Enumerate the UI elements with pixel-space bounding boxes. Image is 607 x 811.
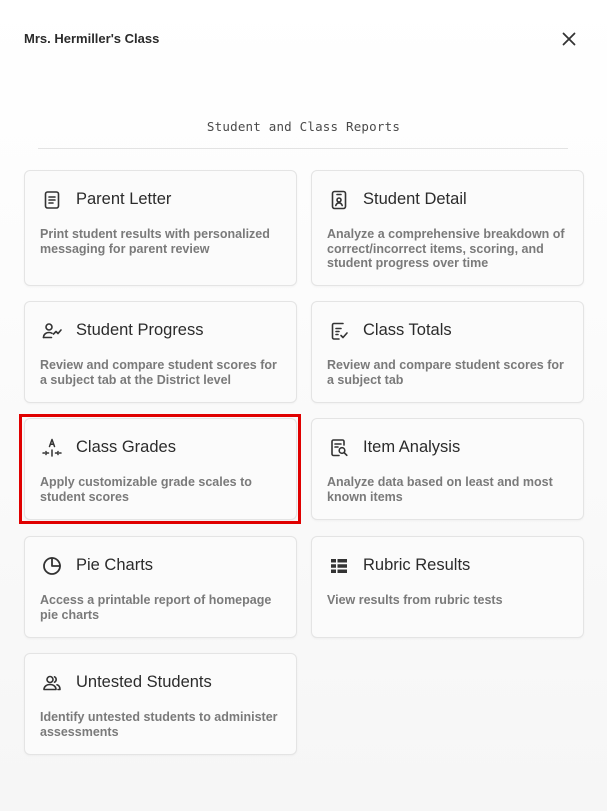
card-rubric-results[interactable] <box>311 536 584 638</box>
card-student-progress[interactable] <box>24 301 297 403</box>
card-class-grades[interactable] <box>24 418 297 520</box>
card-parent-letter[interactable] <box>24 170 297 286</box>
checklist-icon <box>328 320 350 342</box>
user-trend-icon <box>41 320 63 342</box>
pie-chart-icon <box>41 555 63 577</box>
id-badge-icon <box>328 189 350 211</box>
card-student-detail[interactable] <box>311 170 584 286</box>
grid-list-icon <box>328 555 350 577</box>
card-description: View results from rubric tests <box>327 593 503 607</box>
card-title: Rubric Results <box>363 556 471 574</box>
document-icon <box>41 189 63 211</box>
close-icon <box>562 32 576 46</box>
card-description: Analyze data based on least and most known items <box>327 475 553 504</box>
card-title: Pie Charts <box>76 556 154 574</box>
card-title: Student Progress <box>76 321 204 339</box>
close-button[interactable] <box>558 28 580 50</box>
card-description: Identify untested students to administer assessments <box>40 710 278 739</box>
divider <box>38 148 568 149</box>
dialog-title: Mrs. Hermiller's Class <box>24 31 160 46</box>
card-title: Class Grades <box>76 438 176 456</box>
card-description: Review and compare student scores for a subject tab at the District level <box>40 358 277 387</box>
users-icon <box>41 672 63 694</box>
card-title: Student Detail <box>363 190 467 208</box>
search-document-icon <box>328 437 350 459</box>
card-description: Analyze a comprehensive breakdown of correct/incorrect items, scoring, and student progress over time <box>327 227 565 270</box>
card-untested-students[interactable] <box>24 653 297 755</box>
grade-scale-icon <box>41 437 63 459</box>
card-title: Class Totals <box>363 321 452 339</box>
card-title: Item Analysis <box>363 438 461 456</box>
card-description: Apply customizable grade scales to student scores <box>40 475 252 504</box>
card-description: Print student results with personalized messaging for parent review <box>40 227 270 256</box>
card-class-totals[interactable] <box>311 301 584 403</box>
card-item-analysis[interactable] <box>311 418 584 520</box>
card-description: Review and compare student scores for a subject tab <box>327 358 564 387</box>
card-description: Access a printable report of homepage pie charts <box>40 593 272 622</box>
section-heading: Student and Class Reports <box>206 119 401 134</box>
card-title: Parent Letter <box>76 190 172 208</box>
card-title: Untested Students <box>76 673 212 691</box>
card-pie-charts[interactable] <box>24 536 297 638</box>
